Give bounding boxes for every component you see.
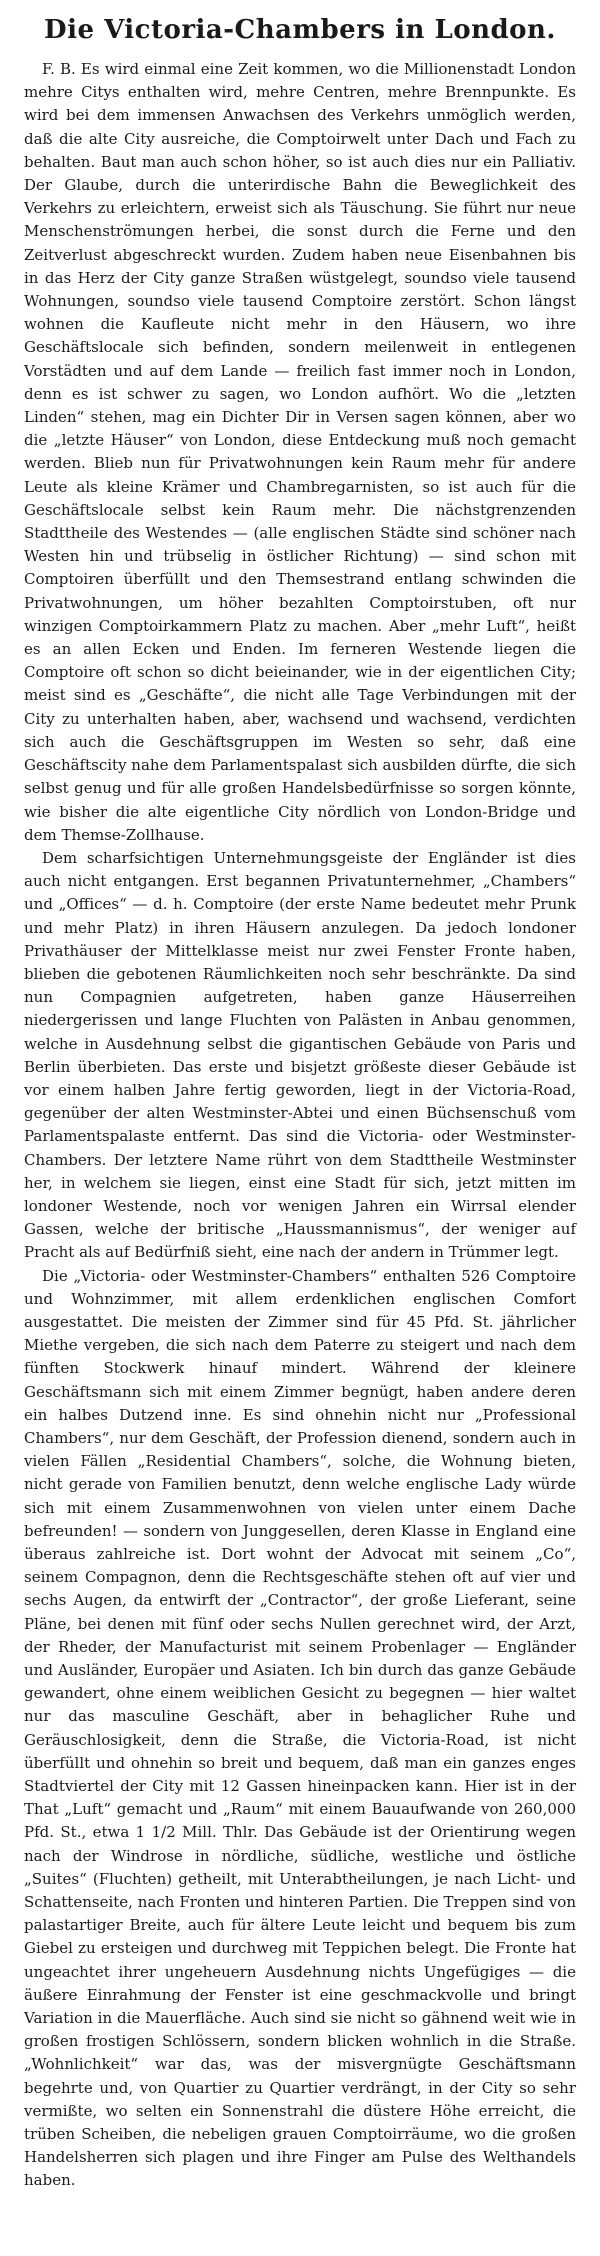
article-paragraph-2: Dem scharfsichtigen Unternehmungsgeiste der Engländer ist dies auch nicht entgangen. Erst begannen Privatunternehmer, „Chambers“ und „Offices“ — d. h. Comptoire (der erste Name bedeutet mehr Prunk und mehr Platz) in ihren Häusern anzulegen. Da jedoch londoner Privathäuser der Mittelklasse meist nur zwei Fenster Fronte haben, blieben die gebotenen Räumlichkeiten noch sehr beschränkte. Da sind nun Compagnien aufgetreten, haben ganze Häuserreihen niedergerissen und lange Fluchten von Palästen in Anbau genommen, welche in Ausdehnung selbst die gigantischen Gebäude von Paris und Berlin überbieten. Das erste und bisjetzt größeste dieser Gebäude ist vor einem halben Jahre fertig geworden, liegt in der Victoria-Road, gegenüber der alten Westminster-Abtei und einen Büchsenschuß vom Parlamentspalaste entfernt. Das sind die Victoria- oder Westminster-Chambers. Der letztere Name rührt von dem Stadttheile Westminster her, in welchem sie liegen, einst eine Stadt für sich, jetzt mitten im londoner Westende, noch vor wenigen Jahren ein Wirrsal elender Gassen, welche der britische „Haussmannismus“, der weniger auf Pracht als auf Bedürfniß sieht, eine nach der andern in Trümmer legt. [24,848,576,1262]
article-title: Die Victoria-Chambers in London. [44,15,556,45]
article-paragraph-1: F. B. Es wird einmal eine Zeit kommen, wo die Millionenstadt London mehre Citys enthalten wird, mehre Centren, mehre Brennpunkte. Es wird bei dem immensen Anwachsen des Verkehrs unmöglich werden, daß die alte City ausreiche, die Comptoirwelt unter Dach und Fach zu behalten. Baut man auch schon höher, so ist auch dies nur ein Palliativ. Der Glaube, durch die unterirdische Bahn die Beweglichkeit des Verkehrs zu erleichtern, erweist sich als Täuschung. Sie führt nur neue Menschenströmungen herbei, die sonst durch die Ferne und den Zeitverlust abgeschreckt wurden. Zudem haben neue Eisenbahnen bis in das Herz der City ganze Straßen wüstgelegt, soundso viele tausend Wohnungen, soundso viele tausend Comptoire zerstört. Schon längst wohnen die Kaufleute nicht mehr in den Häusern, wo ihre Geschäftslocale sich befinden, sondern meilenweit in entlegenen Vorstädten und auf dem Lande — freilich fast immer noch in London, denn es ist schwer zu sagen, wo London aufhört. Wo die „letzten Linden“ stehen, mag ein Dichter Dir in Versen sagen können, aber wo die „letzte Häuser“ von London, diese Entdeckung muß noch gemacht werden. Blieb nun für Privatwohnungen kein Raum mehr für andere Leute als kleine Krämer und Chambregarnisten, so ist auch für die Geschäftslocale selbst kein Raum mehr. Die nächstgrenzenden Stadttheile des Westendes — (alle englischen Städte sind schöner nach Westen hin und trübselig in östlicher Richtung) — sind schon mit Comptoiren überfüllt und den Themsestrand entlang schwinden die Privatwohnungen, um höher bezahlten Comptoirstuben, oft nur winzigen Comptoirkammern Platz zu machen. Aber „mehr Luft“, heißt es an allen Ecken und Enden. Im ferneren Westende liegen die Comptoire oft schon so dicht beieinander, wie in der eigentlichen City; meist sind es „Geschäfte“, die nicht alle Tage Verbindungen mit der City zu unterhalten haben, aber, wachsend und wachsend, verdichten sich auch die Geschäftsgruppen im Westen so sehr, daß eine Geschäftscity nahe dem Parlamentspalast sich ausbilden dürfte, die sich selbst genug und für alle großen Handelsbedürfnisse so sorgen könnte, wie bisher die alte eigentliche City nördlich von London-Bridge und dem Themse-Zollhause. [24,60,576,844]
article-paragraph-3: Die „Victoria- oder Westminster-Chambers“ enthalten 526 Comptoire und Wohnzimmer, mit allem erdenklichen englischen Comfort ausgestattet. Die meisten der Zimmer sind für 45 Pfd. St. jährlicher Miethe vergeben, die sich nach dem Paterre zu steigert und nach dem fünften Stockwerk hinauf mindert. Während der kleinere Geschäftsmann sich mit einem Zimmer begnügt, haben andere deren ein halbes Dutzend inne. Es sind ohnehin nicht nur „Professional Chambers“, nur dem Geschäft, der Profession dienend, sondern auch in vielen Fällen „Residential Chambers“, solche, die Wohnung bieten, nicht gerade von Familien benutzt, denn welche englische Lady würde sich mit einem Zusammenwohnen von vielen unter einem Dache befreunden! — sondern von Junggesellen, deren Klasse in England eine überaus zahlreiche ist. Dort wohnt der Advocat mit seinem „Co“, seinem Compagnon, denn die Rechtsgeschäfte stehen oft auf vier und sechs Augen, da entwirft der „Contractor“, der große Lieferant, seine Pläne, bei denen mit fünf oder sechs Nullen gerechnet wird, der Arzt, der Rheder, der Manufacturist mit seinem Probenlager — Engländer und Ausländer, Europäer und Asiaten. Ich bin durch das ganze Gebäude gewandert, ohne einem weiblichen Gesicht zu begegnen — hier waltet nur das masculine Geschäft, aber in behaglicher Ruhe und Geräuschlosigkeit, denn die Straße, die Victoria-Road, ist nicht überfüllt und ohnehin so breit und bequem, daß man ein ganzes enges Stadtviertel der City mit 12 Gassen hineinpacken kann. Hier ist in der That „Luft“ gemacht und „Raum“ mit einem Bauaufwande von 260,000 Pfd. St., etwa 1 1/2 Mill. Thlr. Das Gebäude ist der Orientirung wegen nach der Windrose in nördliche, südliche, westliche und östliche „Suites“ (Fluchten) getheilt, mit Unterabtheilungen, je nach Licht- und Schattenseite, nach Fronten und hinteren Partien. Die Treppen sind von palastartiger Breite, auch für ältere Leute leicht und bequem bis zum Giebel zu ersteigen und durchweg mit Teppichen belegt. Die Fronte hat ungeachtet ihrer ungeheuern Ausdehnung nichts Ungefügiges — die äußere Einrahmung der Fenster ist eine geschmackvolle und bringt Variation in die Mauerfläche. Auch sind sie nicht so gähnend weit wie in großen frostigen Schlössern, sondern blicken wohnlich in die Straße. „Wohnlichkeit“ war das, was der misvergnügte Geschäftsmann begehrte und, von Quartier zu Quartier verdrängt, in der City so sehr vermißte, wo selten ein Sonnenstrahl die düstere Höhe erreicht, die trüben Scheiben, die nebeligen grauen Comptoirräume, wo die großen Handelsherren sich plagen und ihre Finger am Pulse des Welthandels haben. [24,1266,576,2190]
